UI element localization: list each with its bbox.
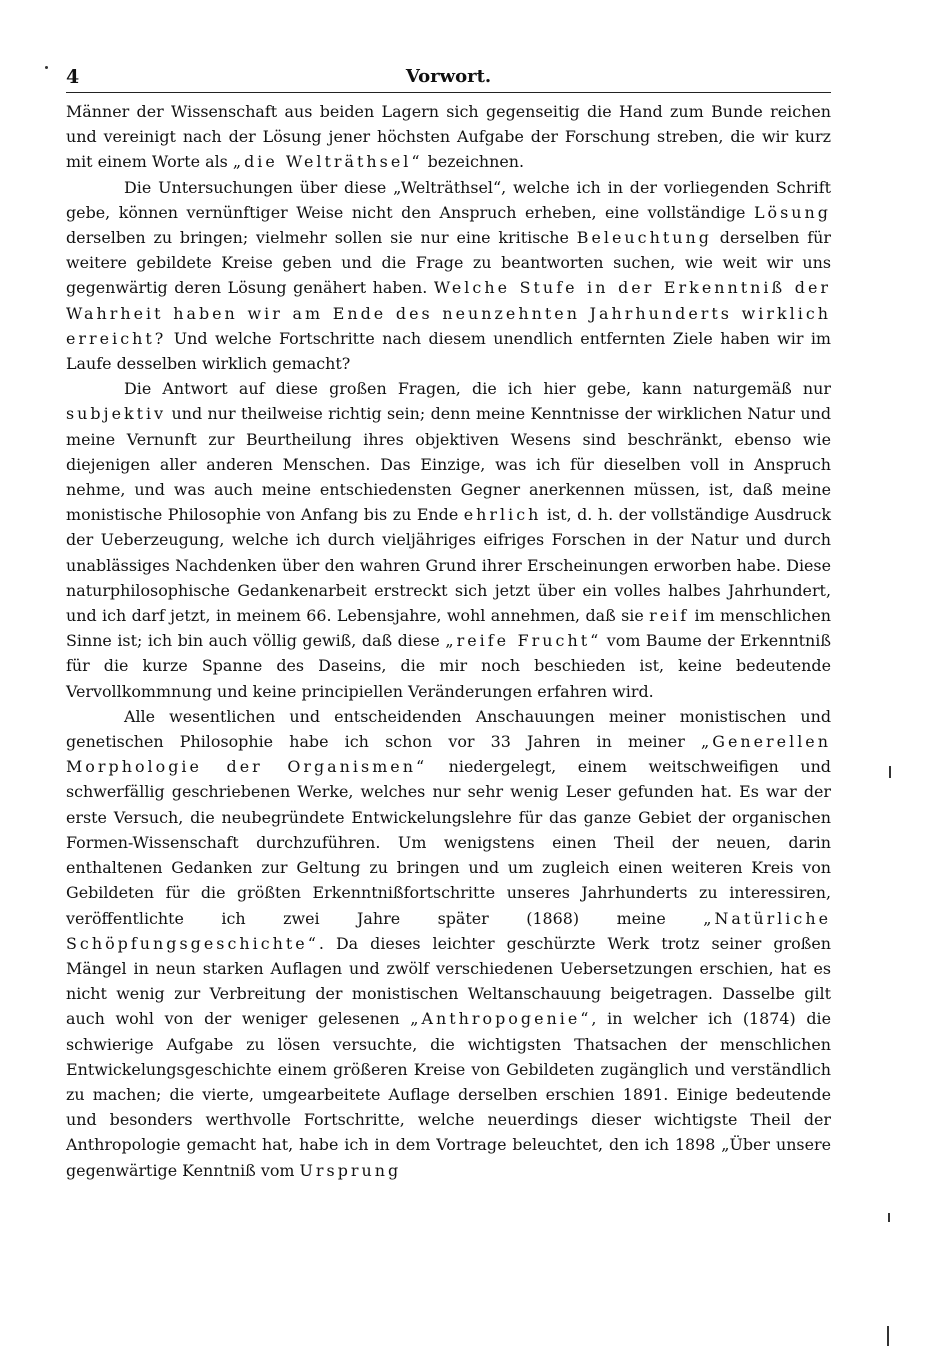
running-head: Vorwort. — [405, 66, 492, 87]
emphasized-text: subjektiv — [66, 404, 167, 424]
emphasized-text: „Natürliche Schöpfungsgeschichte“ — [66, 908, 831, 953]
emphasized-text: „Anthropogenie“ — [410, 1009, 592, 1029]
scan-speck — [887, 1326, 889, 1346]
text-run: vom Baume der Erkenntniß für die kurze Spanne des Daseins, die mir noch beschieden ist, keine bedeutende Vervollkommnung und keine principiellen Veränderungen erfahren wird. — [66, 631, 831, 701]
emphasized-text: „reife Frucht“ — [445, 631, 602, 651]
scan-speck — [45, 66, 48, 69]
emphasized-text: „die Welträthsel“ — [232, 152, 423, 172]
emphasized-text: ehrlich — [463, 505, 542, 525]
text-run: Männer der Wissenschaft aus beiden Lagern sich gegenseitig die Hand zum Bunde reichen und vereinigt nach der Lösung jener höchsten Aufgabe der Forschung streben, die wir kurz mit einem Worte als — [66, 102, 831, 172]
text-run: . Da dieses leichter geschürzte Werk trotz seiner großen Mängel in neun starken Auflagen und zwölf verschiedenen Uebersetzungen erschien, hat es nicht wenig zur Verbreitung der monistischen Weltanschauung beigetragen. Dasselbe gilt auch wohl von der weniger gelesenen — [66, 933, 831, 1029]
text-run: im menschlichen Sinne ist; ich bin auch völlig gewiß, daß diese — [66, 606, 831, 651]
page-number: 4 — [66, 66, 80, 88]
page-header — [66, 66, 831, 93]
emphasized-text: Lösung — [753, 202, 831, 222]
text-run: bezeichnen. — [422, 152, 525, 172]
emphasized-text: Welche Stufe in der Erkenntniß der Wahrheit haben wir am Ende des neunzehnten Jahrhunderts wirklich erreicht? — [66, 278, 831, 348]
scan-speck — [888, 1213, 890, 1222]
text-run: ist, d. h. der vollständige Ausdruck der Ueberzeugung, welche ich durch vieljähriges eifriges Forschen in der Natur und durch unablässiges Nachdenken über den wahren Grund ihrer Erscheinungen erworben habe. Diese naturphilosophische Gedankenarbeit erstreckt sich jetzt über ein volles halbes Jahrhundert, und ich darf jetzt, in meinem 66. Lebensjahre, wohl annehmen, daß sie — [66, 505, 831, 626]
emphasized-text: Beleuchtung — [576, 228, 712, 248]
paragraph — [66, 704, 831, 1183]
text-run: Und welche Fortschritte nach diesem unendlich entfernten Ziele haben wir im Laufe desselben wirklich gemacht? — [66, 328, 831, 374]
text-run: derselben zu bringen; vielmehr sollen sie nur eine kritische — [66, 228, 577, 248]
emphasized-text: reif — [649, 606, 690, 626]
paragraph — [66, 99, 831, 175]
text-run: Die Untersuchungen über diese „Welträthsel“, welche ich in der vorliegenden Schrift gebe, können vernünftiger Weise nicht den Anspruch erheben, eine vollständige — [66, 177, 831, 222]
text-run: niedergelegt, einem weitschweifigen und schwerfällig geschriebenen Werke, welches nur sehr wenig Leser gefunden hat. Es war der erste Versuch, die neubegründete Entwickelungslehre für das ganze Gebiet der organischen Formen-Wissenschaft durchzuführen. Um wenigstens einen Theil der neuen, darin enthaltenen Gedanken zur Geltung zu bringen und um zugleich einen weiteren Kreis von Gebildeten für die größten Erkenntnißfortschritte unseres Jahrhunderts zu interessiren, veröffentlichte ich zwei Jahre später (1868) meine — [66, 757, 831, 928]
emphasized-text: Ursprung — [299, 1160, 402, 1180]
text-run: Die Antwort auf diese großen Fragen, die ich hier gebe, kann naturgemäß nur — [124, 379, 831, 399]
paragraph — [66, 376, 831, 704]
text-run: Alle wesentlichen und entscheidenden Anschauungen meiner monistischen und genetischen Philosophie habe ich schon vor 33 Jahren in meiner — [66, 706, 831, 752]
text-run: derselben für weitere gebildete Kreise geben und die Frage zu beantworten suchen, wie weit wir uns gegenwärtig deren Lösung genähert haben. — [66, 228, 831, 298]
book-page — [66, 66, 831, 1183]
emphasized-text: „Generellen Morphologie der Organismen“ — [66, 732, 831, 777]
text-run: , in welcher ich (1874) die schwierige Aufgabe zu lösen versuchte, die wichtigsten Thatsachen der menschlichen Entwickelungsgeschichte einem größeren Kreise von Gebildeten zugänglich und verständlich zu machen; die vierte, umgearbeitete Auflage derselben erschien 1891. Einige bedeutende und besonders werthvolle Fortschritte, welche neuerdings dieser wichtigste Theil der Anthropologie gemacht hat, habe ich in dem Vortrage beleuchtet, den ich 1898 „Über unsere gegenwärtige Kenntniß vom — [66, 1009, 832, 1180]
scan-speck — [889, 766, 891, 778]
paragraph — [66, 175, 831, 377]
body-text — [66, 99, 831, 1183]
text-run: und nur theilweise richtig sein; denn meine Kenntnisse der wirklichen Natur und meine Vernunft zur Beurtheilung ihres objektiven Wesens sind beschränkt, ebenso wie diejenigen aller anderen Menschen. Das Einzige, was ich für dieselben voll in Anspruch nehme, und was auch meine entschiedensten Gegner anerkennen müssen, ist, daß meine monistische Philosophie von Anfang bis zu Ende — [66, 404, 831, 525]
